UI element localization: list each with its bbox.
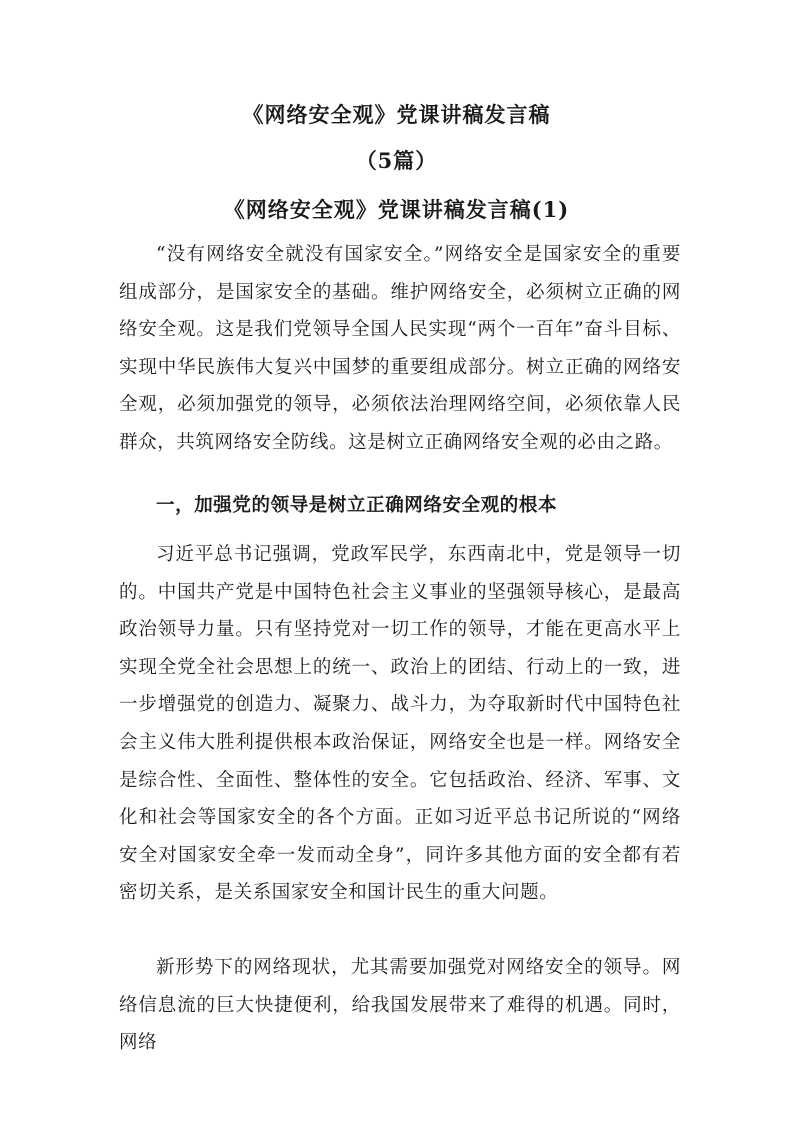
- paragraph-intro: “没有网络安全就没有国家安全。”网络安全是国家安全的重要组成部分，是国家安全的基础。维护网络安全，必须树立正确的网络安全观。这是我们党领导全国人民实现“两个一百年”奋斗目标、实现中华民族伟大复兴中国梦的重要组成部分。树立正确的网络安全观，必须加强党的领导，必须依法治理网络空间，必须依靠人民群众，共筑网络安全防线。这是树立正确网络安全观的必由之路。: [119, 244, 681, 453]
- heading-party-leadership: 一，加强党的领导是树立正确网络安全观的根本: [156, 495, 558, 516]
- paragraph-new-situation: 新形势下的网络现状，尤其需要加强党对网络安全的领导。网络信息流的巨大快捷便利，给我国发展带来了难得的机遇。同时，网络: [119, 957, 681, 1054]
- paragraph-leadership: 习近平总书记强调，党政军民学，东西南北中，党是领导一切的。中国共产党是中国特色社会主义事业的坚强领导核心，是最高政治领导力量。只有坚持党对一切工作的领导，才能在更高水平上实现全党全社会思想上的统一、政治上的团结、行动上的一致，进一步增强党的创造力、凝聚力、战斗力，为夺取新时代中国特色社会主义伟大胜利提供根本政治保证，网络安全也是一样。网络安全是综合性、全面性、整体性的安全。它包括政治、经济、军事、文化和社会等国家安全的各个方面。正如习近平总书记所说的“网络安全对国家安全牵一发而动全身”，同许多其他方面的安全都有若密切关系，是关系国家安全和国计民生的重大问题。: [119, 544, 681, 904]
- document-subtitle-count: （5篇）: [355, 148, 438, 173]
- section-title: 《网络安全观》党课讲稿发言稿(1): [223, 197, 570, 222]
- document-title: 《网络安全观》党课讲稿发言稿: [242, 102, 551, 127]
